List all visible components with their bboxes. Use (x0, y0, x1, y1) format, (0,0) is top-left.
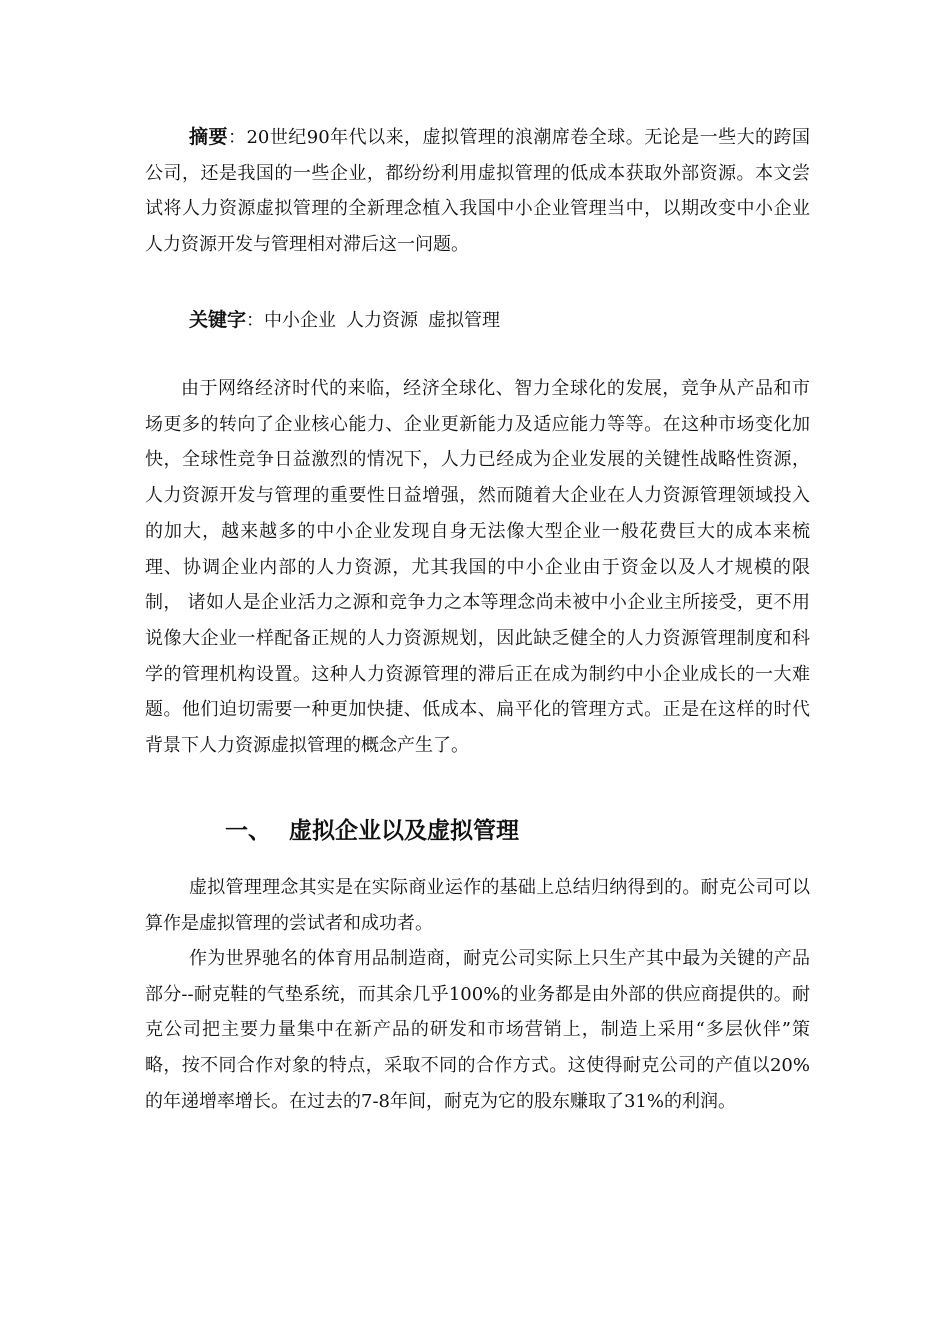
section-title: 虚拟企业以及虚拟管理 (289, 818, 519, 844)
abstract-separator: ： (227, 127, 247, 148)
keywords-line (189, 305, 510, 336)
section-paragraph: 虚拟管理理念其实是在实际商业运作的基础上总结归纳得到的。耐克公司可以算作是虚拟管理的尝试者和成功者。 (145, 877, 810, 934)
intro-paragraph: 由于网络经济时代的来临，经济全球化、智力全球化的发展，竞争从产品和市场更多的转向了企业核心能力、企业更新能力及适应能力等等。在这种市场变化加快，全球性竞争日益激烈的情况下，人力已经成为企业发展的关键性战略性资源，人力资源开发与管理的重要性日益增强，然而随着大企业在人力资源管理领域投入的加大，越来越多的中小企业发现自身无法像大型企业一般花费巨大的成本来梳理、协调企业内部的人力资源，尤其我国的中小企业由于资金以及人才规模的限制， 诸如人是企业活力之源和竞争力之本等理念尚未被中小企业主所接受，更不用说像大企业一样配备正规的人力资源规划，因此缺乏健全的人力资源管理制度和科学的管理机构设置。这种人力资源管理的滞后正在成为制约中小企业成长的一大难题。他们迫切需要一种更加快捷、低成本、扁平化的管理方式。正是在这样的时代背景下人力资源虚拟管理的概念产生了。 (145, 378, 810, 757)
keywords-separator: ： (246, 310, 265, 331)
keyword-item: 虚拟管理 (428, 310, 501, 331)
section-heading (225, 813, 519, 849)
section-number: 一、 (225, 818, 271, 844)
abstract-label: 摘要 (189, 126, 228, 148)
keywords-label: 关键字 (189, 309, 247, 331)
section-paragraph: 作为世界驰名的体育用品制造商，耐克公司实际上只生产其中最为关键的产品部分--耐克鞋的气垫系统，而其余几乎100%的业务都是由外部的供应商提供的。耐克公司把主要力量集中在新产品的研发和市场营销上，制造上采用“多层伙伴”策略，按不同合作对象的特点，采取不同的合作方式。这使得耐克公司的产值以20%的年递增率增长。在过去的7-8年间，耐克为它的股东赚取了31%的利润。 (145, 948, 810, 1112)
keyword-item: 中小企业 (264, 310, 337, 331)
abstract-text: 20世纪90年代以来，虚拟管理的浪潮席卷全球。无论是一些大的跨国公司，还是我国的一些企业，都纷纷利用虚拟管理的低成本获取外部资源。本文尝试将人力资源虚拟管理的全新理念植入我国中小企业管理当中，以期改变中小企业人力资源开发与管理相对滞后这一问题。 (145, 127, 810, 255)
abstract-paragraph (145, 120, 810, 262)
keyword-item: 人力资源 (346, 310, 419, 331)
